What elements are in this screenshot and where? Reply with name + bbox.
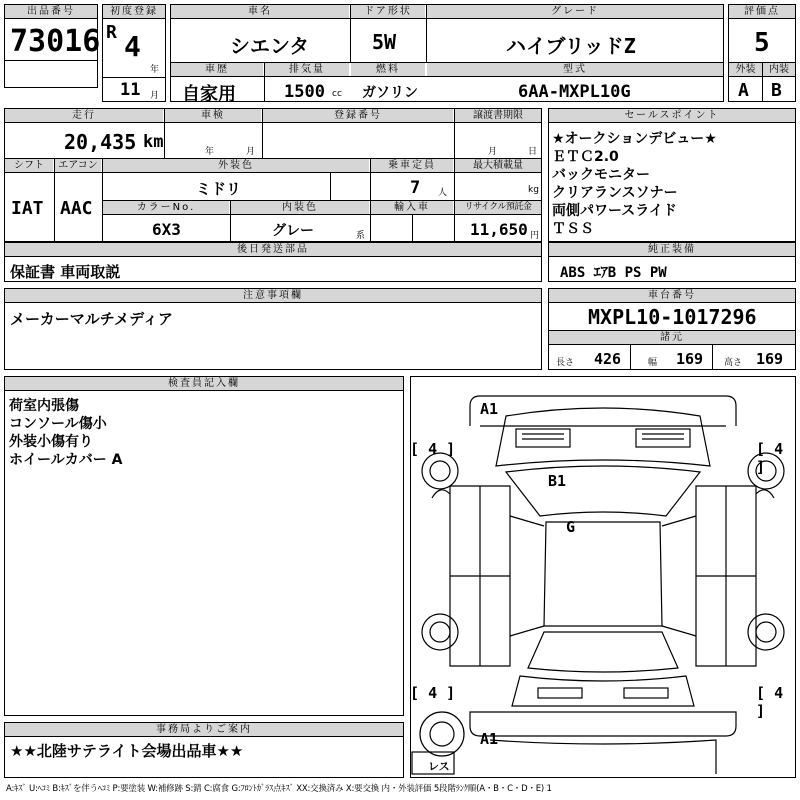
vehicle-history: 自家用 [182, 84, 236, 105]
sales-point-item: ＴＳＳ [552, 221, 594, 237]
first-registration-header: 初度登録 [103, 5, 165, 18]
capacity: 7 [410, 178, 421, 198]
later-parts: 保証書 車両取説 [10, 263, 121, 281]
car-diagram [410, 376, 796, 778]
notes: メーカーマルチメディア [10, 310, 173, 328]
tread-front-right: [ 4 ] [756, 440, 784, 476]
mileage: 20,435 [64, 130, 137, 154]
shift: IAT [11, 198, 44, 219]
era: R [106, 22, 117, 43]
damage-legend: A:ｷｽﾞ U:ﾍｺﾐ B:ｷｽﾞを伴うﾍｺﾐ P:要塗装 W:補修跡 S:錆 C:腐食 G:ﾌﾛﾝﾄｶﾞﾗｽ点ｷｽﾞ XX:交換済み X:要交換 内・外装評価 5段階ﾗﾝｸ順(A・B・C・D・E) 1 [6, 784, 552, 794]
office-notice: ★★北陸サテライト会場出品車★★ [10, 742, 244, 760]
door-type: 5W [372, 30, 397, 54]
year-unit: 年 [150, 65, 160, 75]
mark-roof-b1: B1 [548, 472, 567, 490]
exterior-grade: A [738, 80, 749, 101]
lot-number: 73016 [10, 24, 101, 59]
width: 169 [676, 350, 704, 368]
exterior-color: ミドリ [196, 180, 242, 198]
sales-point-item: ＥＴＣ2.0 [552, 149, 619, 165]
tread-rear-right: [ 4 ] [756, 684, 784, 720]
displacement: 1500 [284, 82, 325, 102]
mark-front-a1: A1 [480, 400, 499, 418]
recycle-fee: 11,650 [470, 220, 528, 239]
mark-glass-g: G [566, 518, 576, 536]
fuel: ガソリン [362, 85, 418, 101]
length: 426 [594, 350, 622, 368]
overall-score: 5 [754, 28, 770, 58]
interior-grade: B [771, 80, 782, 101]
sales-point-item: バックモニター [552, 167, 650, 183]
first-registration-year: 4 [124, 30, 141, 63]
equipment: ABS ｴｱB PS PW [560, 265, 667, 281]
tread-rear-left: [ 4 ] [410, 684, 456, 702]
mark-rear-a1: A1 [480, 730, 499, 748]
sales-point-item: クリアランスソナー [552, 185, 678, 201]
height: 169 [756, 350, 784, 368]
spare-tire-label: レス [428, 760, 450, 773]
grade: ハイブリッドZ [506, 34, 636, 58]
inspector-note: 荷室内張傷 [9, 398, 79, 414]
sales-point-item: 両側パワースライド [552, 203, 677, 219]
inspector-note: コンソール傷小 [9, 416, 107, 432]
inspector-note: 外装小傷有り [9, 434, 93, 450]
aircon: AAC [60, 198, 93, 219]
sales-point-item: ★オークションデビュー★ [552, 131, 717, 147]
interior-color: グレー [272, 223, 314, 239]
inspector-note: ホイールカバー A [9, 452, 123, 468]
lot-number-header: 出品番号 [5, 5, 97, 18]
month-unit: 月 [150, 91, 160, 101]
chassis-number: MXPL10-1017296 [588, 305, 757, 329]
car-name: シエンタ [230, 34, 310, 58]
first-registration-month: 11 [120, 80, 141, 100]
model-code: 6AA-MXPL10G [518, 82, 631, 102]
color-number: 6X3 [152, 220, 181, 239]
tread-front-left: [ 4 ] [410, 440, 456, 458]
